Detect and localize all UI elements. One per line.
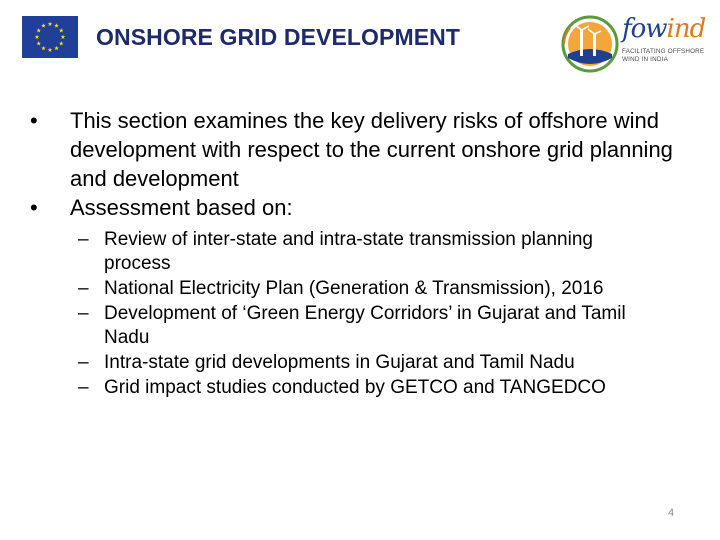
bullet-item — [24, 106, 704, 193]
sub-bullet-item — [24, 277, 664, 301]
sub-bullet-text: Development of ‘Green Energy Corridors’ in Gujarat and Tamil Nadu — [104, 303, 626, 348]
sub-bullet-list — [24, 228, 704, 400]
dash-marker: – — [78, 229, 89, 250]
dash-marker: – — [78, 278, 89, 299]
fowind-emblem-icon — [560, 14, 620, 74]
sub-bullet-text: National Electricity Plan (Generation & Transmission), 2016 — [104, 278, 604, 299]
fowind-logo — [560, 10, 710, 78]
dash-marker: – — [78, 352, 89, 373]
bullet-marker: • — [30, 195, 38, 220]
slide-body — [24, 106, 704, 401]
sub-bullet-item — [24, 302, 664, 350]
sub-bullet-text: Grid impact studies conducted by GETCO and TANGEDCO — [104, 377, 606, 398]
page-title: ONSHORE GRID DEVELOPMENT — [96, 24, 461, 50]
fowind-wordmark: fowind — [622, 14, 706, 44]
fowind-logotype — [622, 14, 710, 76]
sub-bullet-item — [24, 351, 664, 375]
fowind-tagline: FACILITATING OFFSHORE WIND IN INDIA — [622, 48, 705, 63]
sub-bullet-item — [24, 376, 664, 400]
bullet-marker: • — [30, 108, 38, 133]
dash-marker: – — [78, 303, 89, 324]
bullet-text: Assessment based on: — [70, 195, 293, 220]
sub-bullet-text: Intra-state grid developments in Gujarat and Tamil Nadu — [104, 352, 575, 373]
eu-flag-icon — [22, 16, 78, 58]
bullet-text: This section examines the key delivery risks of offshore wind development with respect to the current onshore grid planning and development — [70, 108, 673, 191]
bullet-item — [24, 193, 704, 222]
sub-bullet-text: Review of inter-state and intra-state transmission planning process — [104, 229, 593, 274]
sub-bullet-item — [24, 228, 664, 276]
bullet-list — [24, 106, 704, 222]
dash-marker: – — [78, 377, 89, 398]
page-number: 4 — [668, 507, 675, 519]
